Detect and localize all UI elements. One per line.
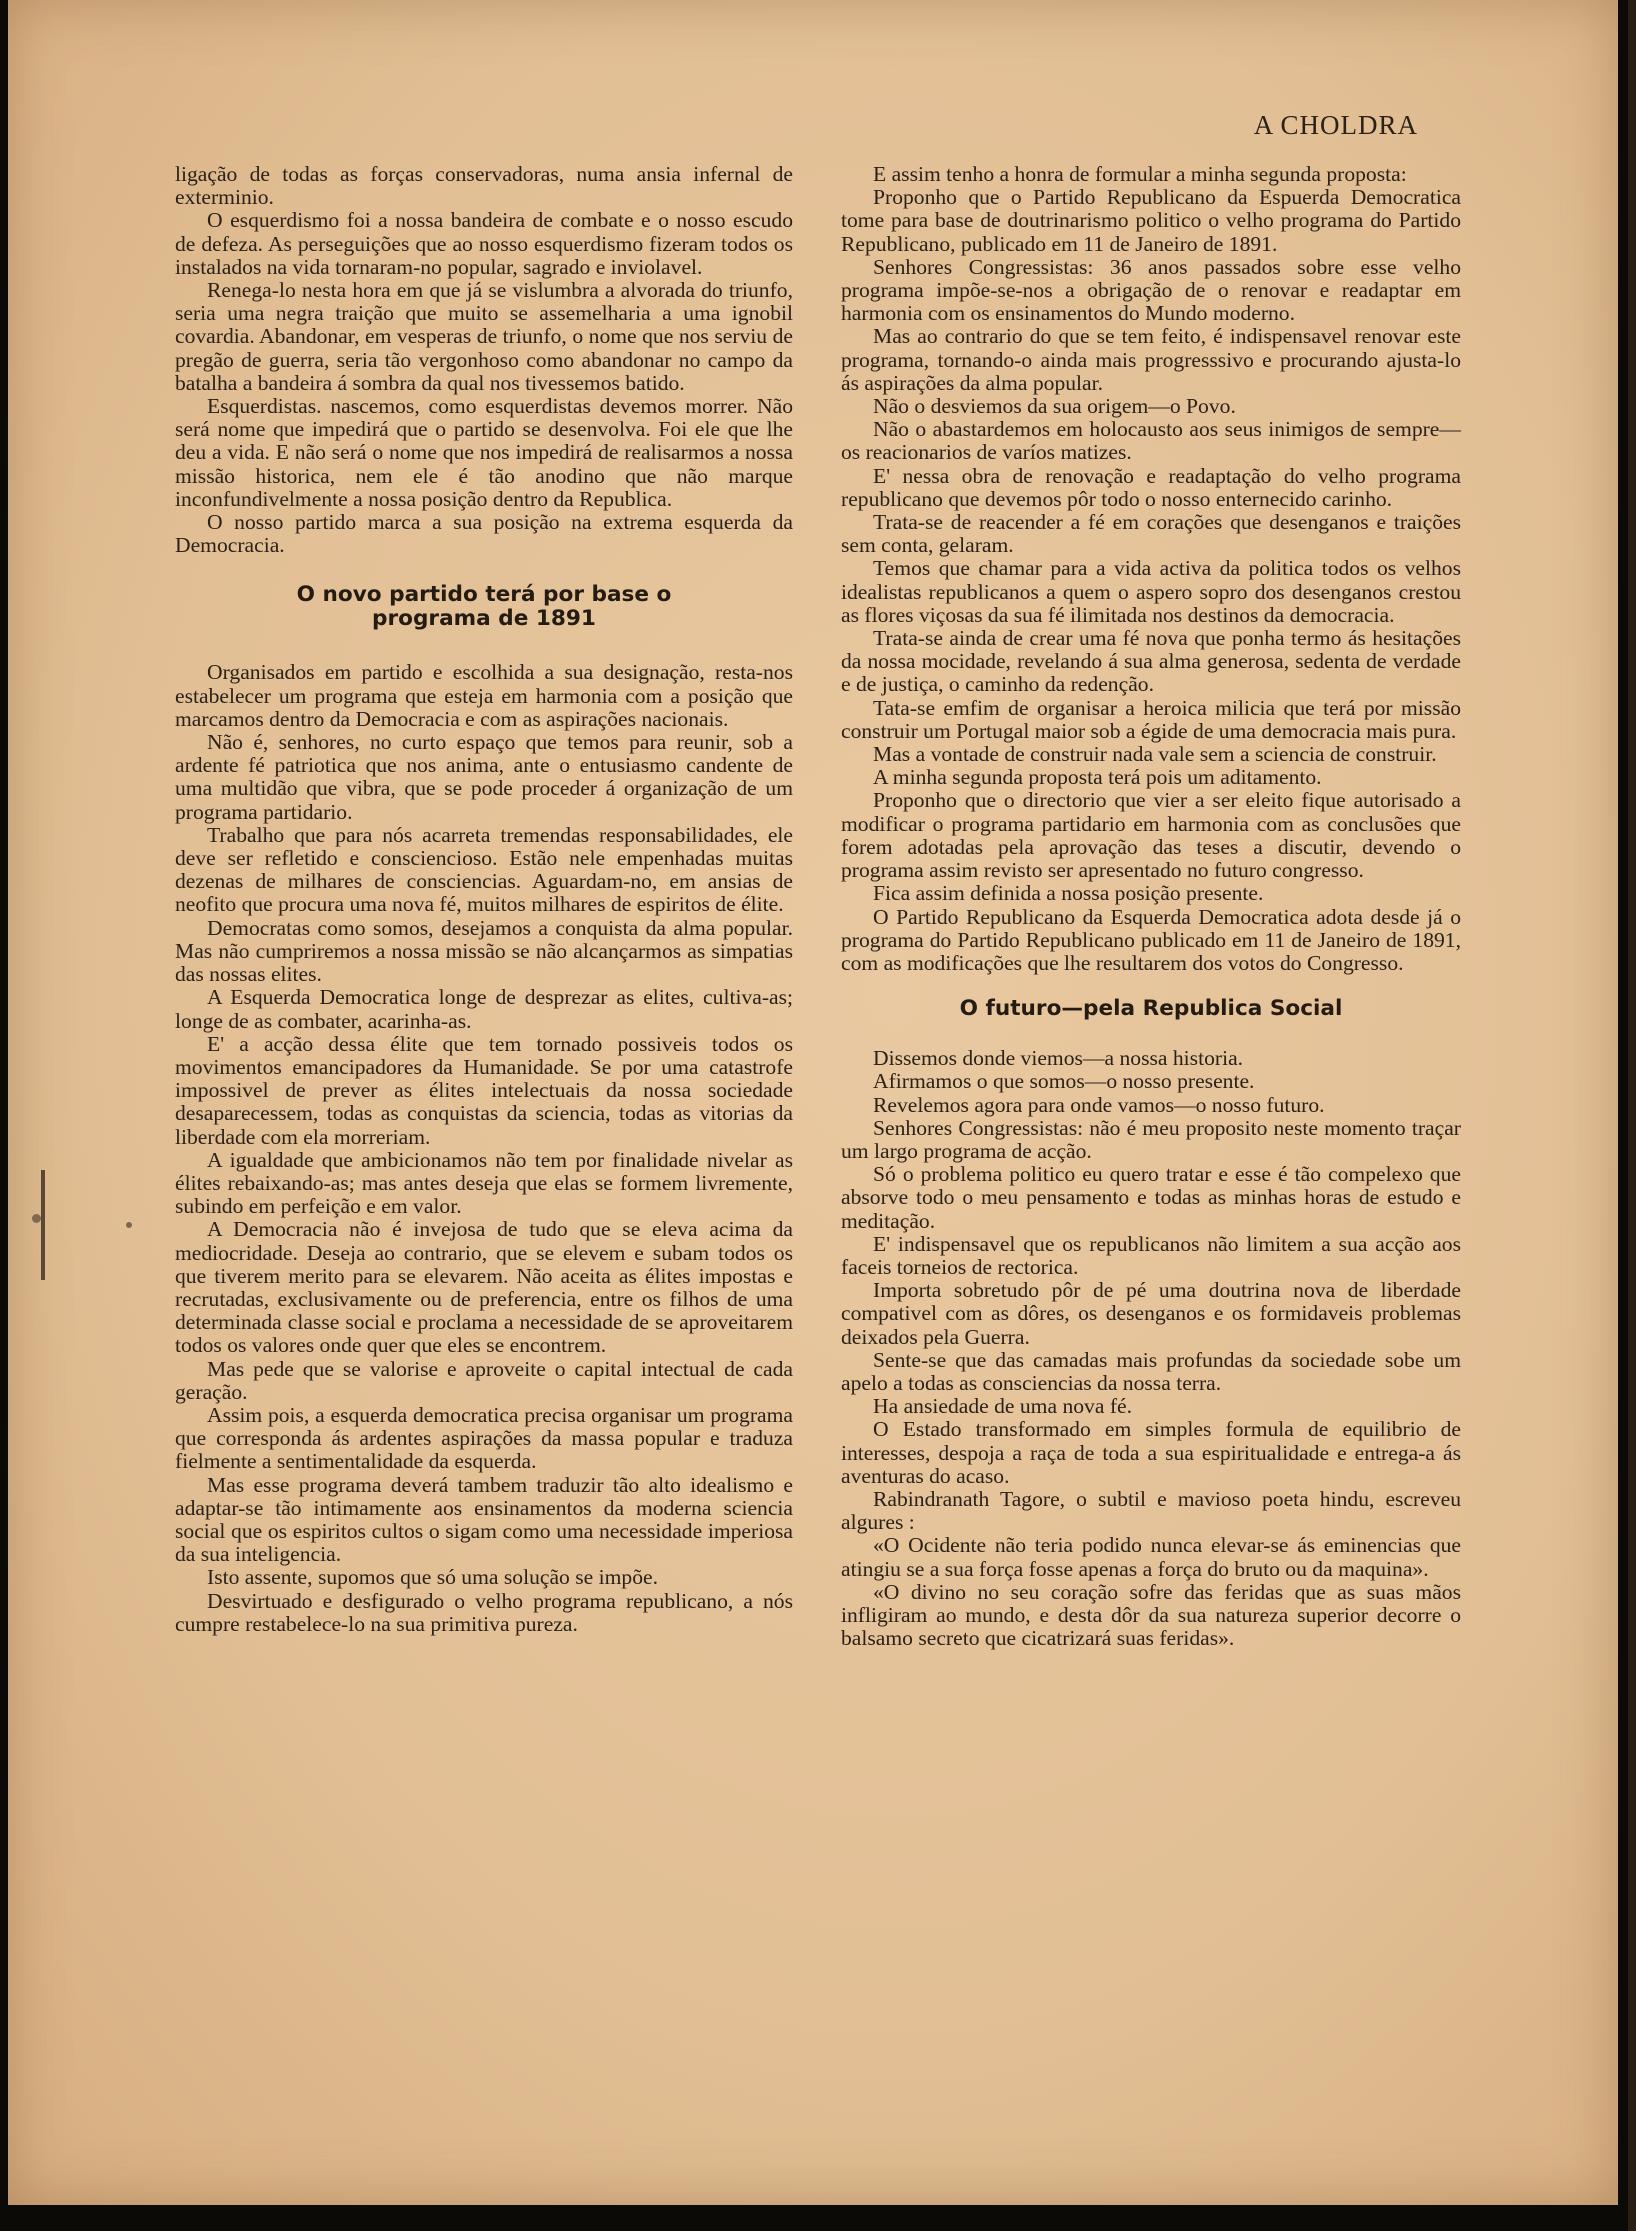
paragraph: O Estado transformado em simples formula de equilibrio de interesses, despoja a raça de toda a sua espiritualidade e entrega-a ás aventuras do acaso. bbox=[841, 1417, 1461, 1488]
paragraph: Ha ansiedade de uma nova fé. bbox=[873, 1394, 1133, 1419]
paragraph: Mas pede que se valorise e aproveite o capital intectual de cada geração. bbox=[175, 1356, 793, 1404]
right-column bbox=[841, 163, 1461, 1650]
paragraph: Isto assente, supomos que só uma solução se impõe. bbox=[207, 1565, 659, 1590]
paragraph: Sente-se que das camadas mais profundas da sociedade sobe um apelo a todas as consciencias da nossa terra. bbox=[841, 1347, 1461, 1395]
paragraph: Dissemos donde viemos—a nossa historia. bbox=[873, 1046, 1244, 1071]
paragraph: Proponho que o directorio que vier a ser eleito fique autorisado a modificar o programa partidario em harmonia com as conclusões que forem adotadas pela aprovação das teses a discutir, devendo o programa assim revisto ser apresentado no futuro congresso. bbox=[841, 788, 1461, 883]
paragraph: E assim tenho a honra de formular a minha segunda proposta: bbox=[873, 162, 1407, 186]
paragraph: A minha segunda proposta terá pois um aditamento. bbox=[873, 765, 1322, 790]
paragraph: E' nessa obra de renovação e readaptação do velho programa republicano que devemos pôr todo o nosso enternecido carinho. bbox=[841, 463, 1461, 511]
paragraph: Democratas como somos, desejamos a conquista da alma popular. Mas não cumpriremos a nossa missão se não alcançarmos as simpatias das nossas elites. bbox=[175, 915, 793, 987]
paragraph: Não o abastardemos em holocausto aos seus inimigos de sempre—os reacionarios de varíos matizes. bbox=[841, 417, 1461, 465]
paragraph: E' a acção dessa élite que tem tornado possiveis todos os movimentos emancipadores da Humanidade. Se por uma catastrofe impossivel de prever as élites intelectuais da nossa sociedade desaparecessem, todas as conquistas da sciencia, todas as vitorias da liberdade com ela morreriam. bbox=[175, 1031, 793, 1149]
paragraph: Mas a vontade de construir nada vale sem a sciencia de construir. bbox=[873, 742, 1437, 767]
margin-binding-mark bbox=[41, 1170, 45, 1280]
page-header-title: A CHOLDRA bbox=[1253, 110, 1418, 140]
paragraph: Senhores Congressistas: 36 anos passados sobre esse velho programa impõe-se-nos a obrigação de o renovar e readaptar em harmonia com os ensinamentos do Mundo moderno. bbox=[841, 254, 1461, 326]
paragraph: Fica assim definida a nossa posição presente. bbox=[873, 881, 1264, 906]
paragraph: ligação de todas as forças conservadoras, numa ansia infernal de exterminio. bbox=[175, 162, 793, 210]
paragraph: Proponho que o Partido Republicano da Espuerda Democratica tome para base de doutrinarismo politico o velho programa do Partido Republicano, publicado em 11 de Janeiro de 1891. bbox=[841, 185, 1461, 256]
margin-ink-spot bbox=[126, 1222, 132, 1228]
paragraph: Assim pois, a esquerda democratica precisa organisar um programa que corresponda ás ardentes aspirações da massa popular e traduza fielmente a sentimentalidade da esquerda. bbox=[175, 1402, 793, 1474]
quote-paragraph: «O divino no seu coração sofre das feridas que as suas mãos infligiram ao mundo, e desta dôr da sua natureza superior decorre o balsamo secreto que cicatrizará suas feridas». bbox=[841, 1579, 1461, 1651]
paragraph: Só o problema politico eu quero tratar e esse é tão compelexo que absorve todo o meu pensamento e todas as minhas horas de estudo e meditação. bbox=[841, 1162, 1461, 1233]
paragraph: Trata-se ainda de crear uma fé nova que ponha termo ás hesitações da nossa mocidade, revelando á sua alma generosa, sedenta de verdade e de justiça, o caminho da redenção. bbox=[841, 626, 1461, 697]
section-heading: O novo partido terá por base o programa de 1891 bbox=[296, 582, 672, 632]
paragraph: Esquerdistas. nascemos, como esquerdistas devemos morrer. Não será nome que impedirá que o partido se desenvolva. Foi ele que lhe deu a vida. E não será o nome que nos impedirá de realisarmos a nossa missão historica, nem ele é tão anodino que não marque inconfundivelmente a nossa posição dentro da Republica. bbox=[175, 394, 793, 511]
paragraph: Tata-se emfim de organisar a heroica milicia que terá por missão construir um Portugal maior sob a égide de uma democracia mais pura. bbox=[841, 695, 1461, 743]
paragraph: Afirmamos o que somos—o nosso presente. bbox=[873, 1069, 1255, 1094]
paragraph: A Democracia não é invejosa de tudo que se eleva acima da mediocridade. Deseja ao contrario, que se elevem e subam todos os que tiverem merito para se elevarem. Não aceita as élites impostas e recrutadas, exclusivamente ou de preferencia, entre os filhos de uma determinada classe social e proclama a necessidade de se aproveitarem todos os valores onde quer que eles se encontrem. bbox=[175, 1217, 793, 1358]
paragraph: Não o desviemos da sua origem—o Povo. bbox=[873, 394, 1236, 419]
paragraph: Desvirtuado e desfigurado o velho programa republicano, a nós cumpre restabelece-lo na sua primitiva pureza. bbox=[175, 1588, 793, 1636]
left-column bbox=[175, 163, 793, 1636]
paragraph: Trabalho que para nós acarreta tremendas responsabilidades, ele deve ser refletido e consciencioso. Estão nele empenhadas muitas dezenas de milhares de consciencias. Aguardam-no, em ansias de neofito que procura uma nova fé, muitos milhares de espiritos de élite. bbox=[175, 822, 793, 917]
paragraph: Rabindranath Tagore, o subtil e mavioso poeta hindu, escreveu algures : bbox=[841, 1486, 1461, 1535]
paragraph: Importa sobretudo pôr de pé uma doutrina nova de liberdade compativel com as dôres, os desenganos e os formidaveis problemas deixados pela Guerra. bbox=[841, 1278, 1461, 1349]
paragraph: O nosso partido marca a sua posição na extrema esquerda da Democracia. bbox=[175, 510, 793, 558]
paragraph: A igualdade que ambicionamos não tem por finalidade nivelar as élites rebaixando-as; mas antes deseja que elas se formem livremente, subindo em perfeição e em valor. bbox=[175, 1147, 793, 1219]
paragraph: Mas ao contrario do que se tem feito, é indispensavel renovar este programa, tornando-o ainda mais progresssivo e procurando ajusta-lo ás aspirações da alma popular. bbox=[841, 324, 1461, 395]
paragraph: O Partido Republicano da Esquerda Democratica adota desde já o programa do Partido Republicano publicado em 11 de Janeiro de 1891, com as modificações que lhe resultarem dos votos do Congresso. bbox=[841, 904, 1461, 975]
paragraph: Mas esse programa deverá tambem traduzir tão alto idealismo e adaptar-se tão intimamente aos ensinamentos da moderna sciencia social que os espiritos cultos o sigam como uma necessidade imperiosa da sua inteligencia. bbox=[175, 1472, 793, 1567]
paragraph: Senhores Congressistas: não é meu proposito neste momento traçar um largo programa de acção. bbox=[841, 1115, 1461, 1163]
margin-ink-spot bbox=[32, 1214, 41, 1223]
paragraph: Não é, senhores, no curto espaço que temos para reunir, sob a ardente fé patriotica que nos anima, ante o entusiasmo candente de uma multidão que vibra, que se pode proceder á organização de um programa partidario. bbox=[175, 730, 793, 824]
page-edge-shadow bbox=[1628, 0, 1636, 2231]
paragraph: O esquerdismo foi a nossa bandeira de combate e o nosso escudo de defeza. As perseguições que ao nosso esquerdismo fizeram todos os instalados na vida tornaram-no popular, sagrado e inviolavel. bbox=[175, 208, 793, 279]
paragraph: E' indispensavel que os republicanos não limitem a sua acção aos faceis torneios de rectorica. bbox=[841, 1231, 1461, 1279]
paragraph: Trata-se de reacender a fé em corações que desenganos e traições sem conta, gelaram. bbox=[841, 510, 1461, 558]
paragraph: Organisados em partido e escolhida a sua designação, resta-nos estabelecer um programa que esteja em harmonia com a posição que marcamos dentro da Democracia e com as aspirações nacionais. bbox=[175, 660, 793, 731]
paragraph: Revelemos agora para onde vamos—o nosso futuro. bbox=[873, 1092, 1325, 1117]
newspaper-page bbox=[8, 0, 1618, 2205]
paragraph: A Esquerda Democratica longe de desprezar as elites, cultiva-as; longe de as combater, acarinha-as. bbox=[175, 985, 793, 1033]
paragraph: Temos que chamar para a vida activa da politica todos os velhos idealistas republicanos a quem o aspero sopro dos desenganos crestou as flores viçosas da sua fé ilimitada nos destinos da democracia. bbox=[841, 556, 1461, 627]
paragraph: Renega-lo nesta hora em que já se vislumbra a alvorada do triunfo, seria uma negra traição que muito se assemelharia a uma ignobil covardia. Abandonar, em vesperas de triunfo, o nome que nos serviu de pregão de guerra, seria tão vergonhoso como abandonar no campo da batalha a bandeira á sombra da qual nos tivessemos batido. bbox=[175, 278, 793, 395]
section-heading: O futuro—pela Republica Social bbox=[959, 996, 1343, 1022]
quote-paragraph: «O Ocidente não teria podido nunca elevar-se ás eminencias que atingiu se a sua força fosse apenas a força do bruto ou da maquina». bbox=[841, 1533, 1461, 1581]
